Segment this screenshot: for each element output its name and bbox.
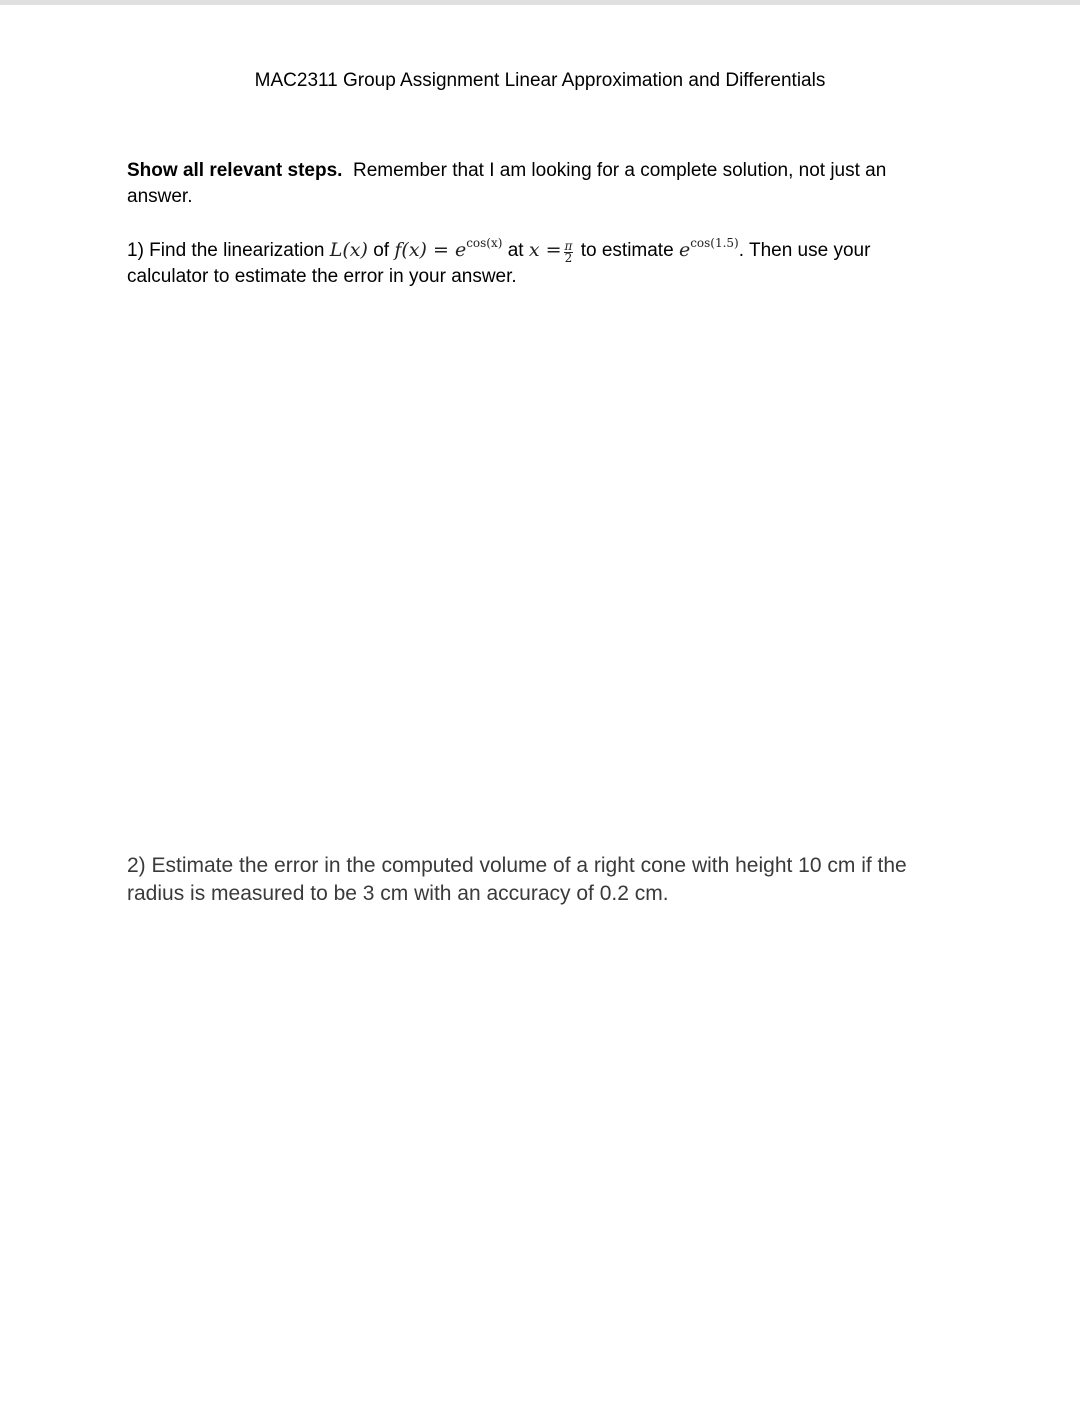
q1-math-eq: = e	[426, 239, 467, 261]
q1-fraction	[564, 241, 574, 264]
instructions-bold: Show all relevant steps.	[127, 160, 343, 181]
q1-text-2: of	[373, 240, 390, 261]
q1-fraction-denominator: 2	[564, 251, 573, 265]
q1-math-estimate	[678, 236, 739, 261]
q1-text-5: . Then use your calculator to estimate the error in your answer.	[127, 240, 871, 287]
q1-math-xeq: x =	[528, 239, 562, 261]
q1-math-function	[394, 236, 503, 261]
q1-math-e: e	[678, 239, 691, 261]
page-title: MAC2311 Group Assignment Linear Approximation and Differentials	[254, 70, 826, 91]
q1-text-4: to estimate	[580, 240, 674, 261]
q1-math-point	[528, 239, 576, 265]
question-1	[127, 237, 927, 290]
q1-text-3: at	[507, 240, 524, 261]
q1-text-1: 1) Find the linearization	[127, 240, 325, 261]
q1-math-fx: f(x)	[394, 239, 427, 261]
question-2: 2) Estimate the error in the computed volume of a right cone with height 10 cm if the radius is measured to be 3 cm with an accuracy of 0.2 cm.	[127, 854, 907, 905]
document-page	[0, 5, 1080, 1401]
q1-math-exponent-1: cos(x)	[466, 236, 503, 250]
q1-math-exponent-2: cos(1.5)	[690, 236, 739, 250]
instructions-paragraph	[127, 158, 927, 210]
instructions-text: Remember that I am looking for a complete solution, not just an answer.	[127, 160, 887, 207]
q1-math-linearization: L(x)	[329, 239, 368, 261]
q1-fraction-numerator: π	[564, 239, 573, 253]
